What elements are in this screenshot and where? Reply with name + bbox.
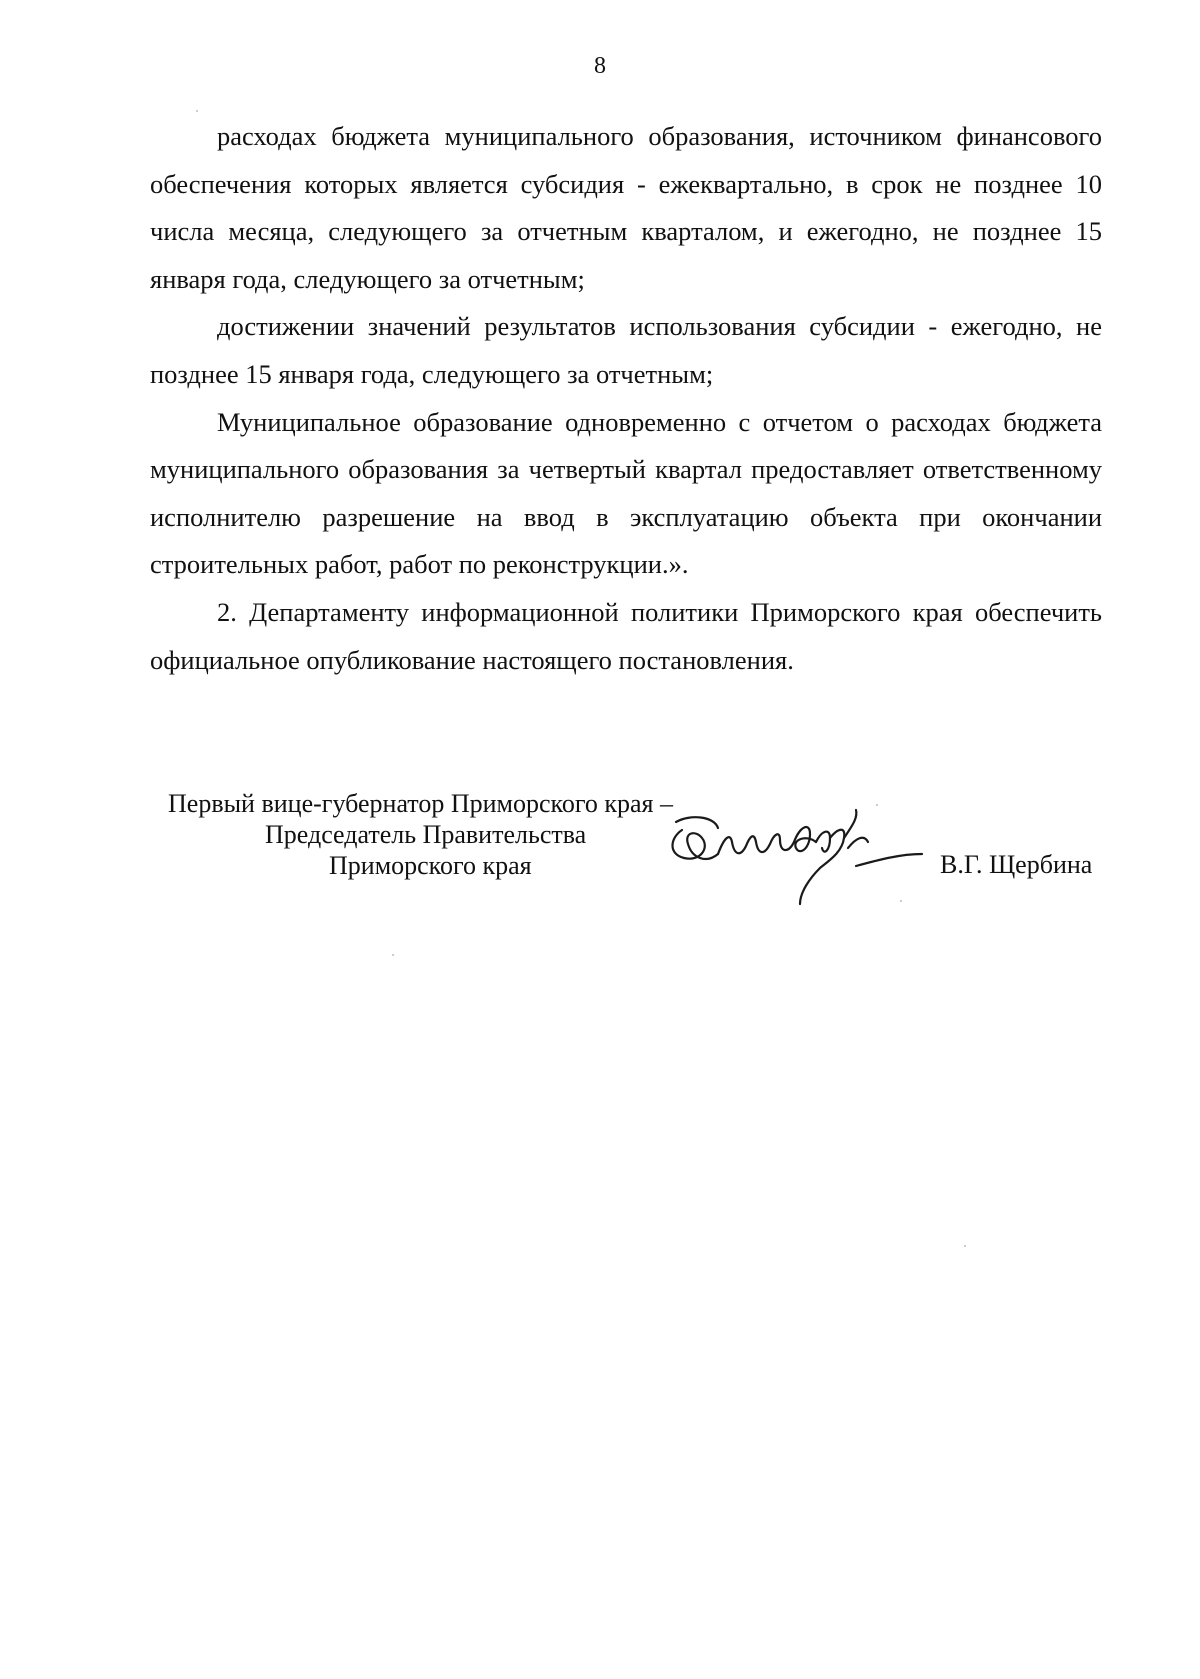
scan-speck xyxy=(196,110,198,112)
paragraph-publication-order: 2. Департаменту информационной политики Приморского края обеспечить официальное опубликование настоящего постановления. xyxy=(150,596,1102,675)
signatory-position-line-1: Первый вице-губернатор Приморского края – xyxy=(168,789,673,818)
signatory-name: В.Г. Щербина xyxy=(940,850,1093,879)
scan-speck xyxy=(392,954,394,956)
paragraph-report-results: достижении значений результатов использования субсидии - ежегодно, не позднее 15 января года, следующего за отчетным; xyxy=(150,311,1102,389)
signatory-position-line-2: Председатель Правительства xyxy=(265,820,587,849)
scan-speck xyxy=(900,900,902,902)
signatory-position xyxy=(168,788,673,881)
scan-speck xyxy=(964,1245,966,1247)
paragraph-commissioning-permit: Муниципальное образование одновременно с отчетом о расходах бюджета муниципального образования за четвертый квартал предоставляет ответственному исполнителю разрешение на ввод в эксплуатацию объекта при окончании строительных работ, работ по реконструкции.». xyxy=(150,406,1102,580)
scan-speck xyxy=(876,804,878,806)
handwritten-signature xyxy=(660,808,960,918)
document-body xyxy=(150,113,1102,684)
signatory-position-line-3: Приморского края xyxy=(329,851,532,880)
paragraph-report-expenses: расходах бюджета муниципального образования, источником финансового обеспечения которых является субсидия - ежеквартально, в срок не позднее 10 числа месяца, следующего за отчетным кварталом, и ежегодно, не позднее 15 января года, следующего за отчетным; xyxy=(150,121,1102,294)
page-number: 8 xyxy=(594,53,606,79)
